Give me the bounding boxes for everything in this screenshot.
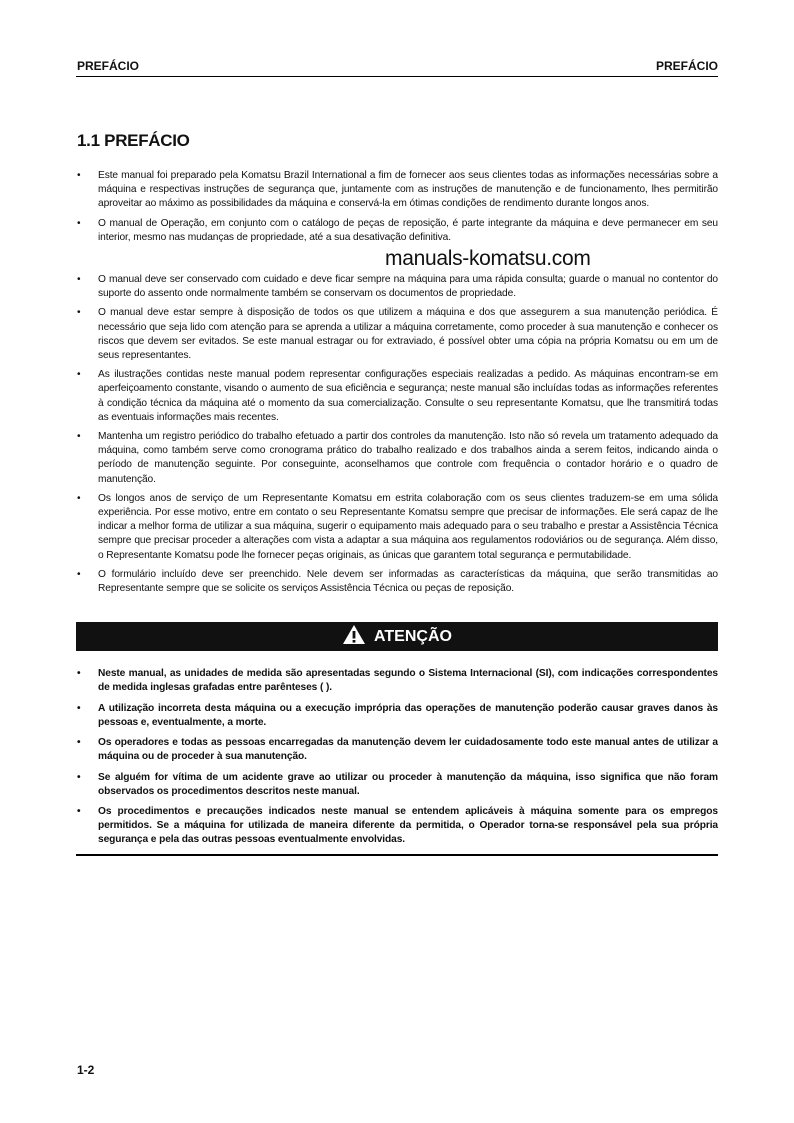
- bullet: •: [77, 492, 81, 504]
- page-number: 1-2: [77, 1063, 95, 1077]
- watermark: manuals-komatsu.com: [385, 247, 591, 271]
- list-item: [76, 306, 718, 363]
- warning-text: A utilização incorreta desta máquina ou a execução imprópria das operações de manutenção poderão causar graves danos às pessoas e, eventualmente, a morte.: [98, 702, 718, 728]
- bullet: •: [77, 170, 81, 181]
- bullet: •: [77, 568, 81, 580]
- paragraph-text: Este manual foi preparado pela Komatsu Brazil International a fim de fornecer aos seus clientes todas as informações necessárias sobre a máquina e respectivas instruções de segurança que, juntamente com as instruções de manutenção e de funcionamento, lhes permitirão aproveitar ao máximo as possibilidades da máquina e conservá-la em ótimas condições de rendimento durante longos anos.: [98, 170, 718, 210]
- warning-text: Os operadores e todas as pessoas encarregadas da manutenção devem ler cuidadosamente todo este manual antes de utilizar a máquina ou de proceder à sua manutenção.: [98, 737, 718, 763]
- preface-list: [76, 169, 718, 245]
- paragraph-text: O manual deve ser conservado com cuidado e deve ficar sempre na máquina para uma rápida consulta; guarde o manual no contentor do suporte do assento onde normalmente também se conservam os documentos de propriedade.: [98, 274, 718, 300]
- bullet: •: [77, 702, 81, 714]
- attention-label: ATENÇÃO: [374, 627, 452, 645]
- header-section-right: PREFÁCIO: [655, 59, 718, 73]
- section-title: 1.1 PREFÁCIO: [77, 131, 190, 150]
- header-section-left: PREFÁCIO: [77, 59, 140, 73]
- attention-bottom-rule: [76, 854, 718, 856]
- list-item: [76, 430, 718, 487]
- bullet: •: [77, 805, 81, 817]
- paragraph-text: Mantenha um registro periódico do trabalho efetuado a partir dos controles da manutenção. Isto não só revela um tratamento adequado da máquina, como também serve como cronograma prático do trabalho realizado e dos trabalhos ainda a serem feitos, indicando ainda o período de manutenção seguinte. Por conseguinte, aconselhamos que controle com frequência o contador horário e o quadro de manutenção.: [98, 431, 718, 485]
- bullet: •: [77, 668, 81, 680]
- bullet: •: [77, 307, 81, 319]
- paragraph-text: Os longos anos de serviço de um Representante Komatsu em estrita colaboração com os seus clientes traduzem-se em uma sólida experiência. Por esse motivo, entre em contato o seu Representante Komatsu sempre que precisar de informações. Ele será capaz de lhe indicar a melhor forma de utilizar a sua máquina, sugerir o equipamento mais adequado para o seu trabalho e prestar a Assistência Técnica sempre que precisar proceder a alterações com vista a adaptar a sua máquina aos regulamentos rodoviários ou de segurança. Além disso, o Representante Komatsu pode lhe fornecer peças originais, as únicas que garantem total segurança e permutabilidade.: [98, 492, 718, 561]
- bullet: •: [77, 217, 81, 229]
- header-divider: [76, 76, 718, 77]
- bullet: •: [77, 737, 81, 749]
- bullet: •: [77, 771, 81, 783]
- list-item: [76, 492, 718, 563]
- list-item: [76, 217, 718, 245]
- attention-banner: [76, 622, 718, 651]
- bullet: •: [77, 369, 81, 381]
- paragraph-text: O manual de Operação, em conjunto com o catálogo de peças de reposição, é parte integrante da máquina e deve permanecer em seu interior, mesmo nas mudanças de propriedade, até a sua desativação definitiva.: [98, 217, 718, 243]
- bullet: •: [77, 274, 81, 286]
- list-item: [76, 368, 718, 425]
- preface-list-continued: [76, 273, 718, 596]
- paragraph-text: O formulário incluído deve ser preenchido. Nele devem ser informadas as características da máquina, que serão transmitidas ao Representante sempre que se solicite os serviços Assistência Técnica ou peças de reposição.: [98, 568, 718, 595]
- warning-text: Neste manual, as unidades de medida são apresentadas segundo o Sistema Internacional (SI), com indicações correspondentes de medida inglesas grafadas entre parênteses ( ).: [98, 668, 718, 694]
- bullet: •: [77, 431, 81, 443]
- warning-triangle-icon: [342, 624, 366, 650]
- list-item: [76, 736, 718, 764]
- page-body: [76, 169, 718, 856]
- list-item: [76, 805, 718, 848]
- list-item: [76, 702, 718, 730]
- attention-list: [76, 667, 718, 847]
- list-item: [76, 273, 718, 301]
- paragraph-text: O manual deve estar sempre à disposição de todos os que utilizem a máquina e dos que assegurem a sua manutenção periódica. É necessário que seja lido com atenção para se aprenda a utilizar a máquina corretamente, como proceder à sua manutenção e conhecer os riscos que devem ser evitados. Se este manual estragar ou for extraviado, é possível obter uma cópia na própria Komatsu ou em um de seus representantes.: [98, 307, 718, 362]
- list-item: [76, 568, 718, 596]
- warning-text: Se alguém for vítima de um acidente grave ao utilizar ou proceder à manutenção da máquina, isso significa que não foram observados os procedimentos descritos neste manual.: [98, 771, 718, 797]
- list-item: [76, 667, 718, 695]
- list-item: [76, 771, 718, 799]
- paragraph-text: As ilustrações contidas neste manual podem representar configurações especiais realizadas a pedido. As máquinas encontram-se em aperfeiçoamento constante, visando o aumento de sua eficiência e segurança; neste manual são incluídas todas as informações referentes à condição técnica da máquina até o momento da sua comercialização. Consulte o seu representante Komatsu, que lhe transmitirá todas as eventuais informações mais recentes.: [98, 369, 718, 423]
- list-item: [76, 169, 718, 212]
- warning-text: Os procedimentos e precauções indicados neste manual se entendem aplicáveis à máquina somente para os empregos permitidos. Se a máquina for utilizada de maneira diferente da permitida, o Operador torna-se responsável pela sua própria segurança e pela das outras pessoas eventualmente envolvidas.: [98, 805, 718, 846]
